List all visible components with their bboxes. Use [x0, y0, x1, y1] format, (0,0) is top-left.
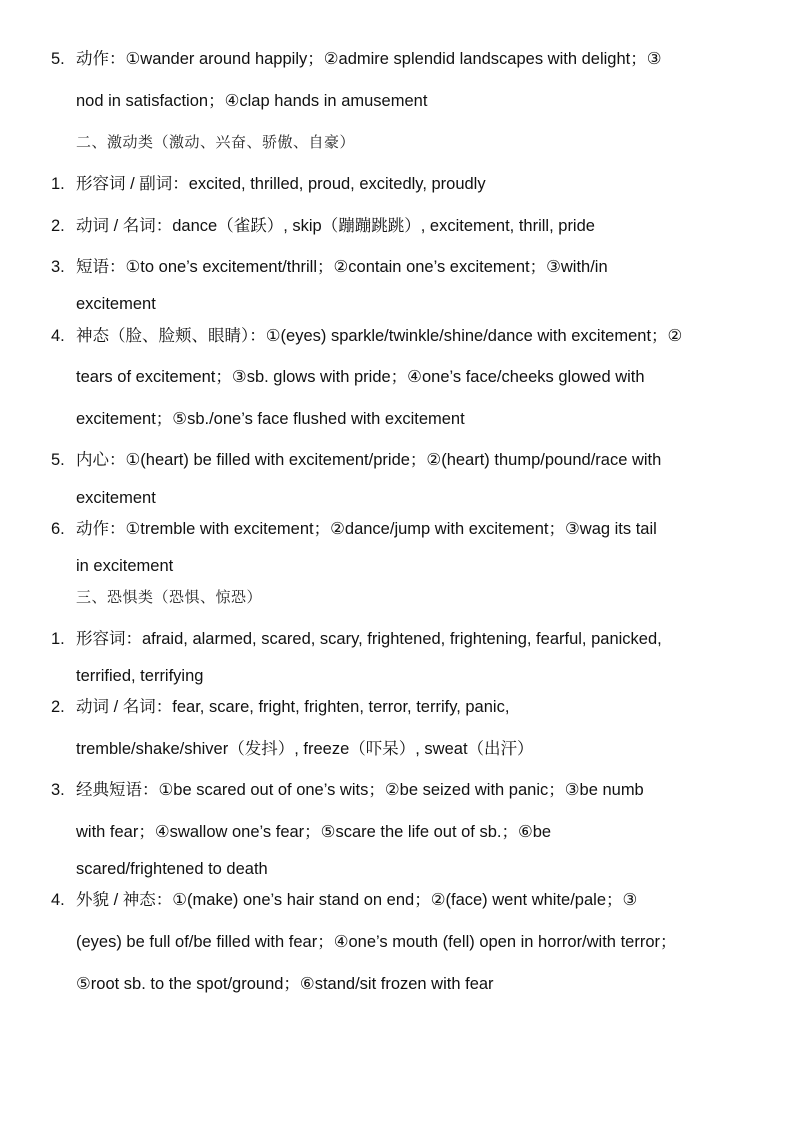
- item-text: 神态（脸、脸颊、眼睛）：①(eyes) sparkle/twinkle/shine/dance with excitement；②: [76, 327, 683, 345]
- item-text: nod in satisfaction；④clap hands in amusement: [76, 92, 428, 110]
- item-number: 1.: [51, 175, 65, 193]
- item-text: 形容词 / 副词：excited, thrilled, proud, excitedly, proudly: [76, 175, 486, 193]
- item-number: 3.: [51, 258, 65, 276]
- section-heading-text: 二、激动类（激动、兴奋、骄傲、自豪）: [76, 133, 356, 151]
- item-number: 4.: [51, 891, 65, 909]
- item-text: 形容词：afraid, alarmed, scared, scary, frightened, frightening, fearful, panicked,: [76, 630, 662, 648]
- item-text: 内心：①(heart) be filled with excitement/pride；②(heart) thump/pound/race with: [76, 451, 662, 469]
- item-number: 4.: [51, 327, 65, 345]
- item-text: 动词 / 名词：dance（雀跃）, skip（蹦蹦跳跳）, excitement, thrill, pride: [76, 217, 595, 235]
- item-text: 短语：①to one’s excitement/thrill；②contain one’s excitement；③with/in: [76, 258, 608, 276]
- item-number: 2.: [51, 698, 65, 716]
- item-text: tears of excitement；③sb. glows with pride；④one’s face/cheeks glowed with: [76, 368, 645, 386]
- item-text: terrified, terrifying: [76, 667, 204, 685]
- item-text: 动作：①wander around happily；②admire splendid landscapes with delight；③: [76, 50, 662, 68]
- item-text: excitement: [76, 489, 156, 507]
- item-text: 动作：①tremble with excitement；②dance/jump with excitement；③wag its tail: [76, 520, 657, 538]
- item-number: 6.: [51, 520, 65, 538]
- item-text: (eyes) be full of/be filled with fear；④one’s mouth (fell) open in horror/with terror；: [76, 933, 677, 951]
- item-number: 3.: [51, 781, 65, 799]
- item-text: 动词 / 名词：fear, scare, fright, frighten, terror, terrify, panic,: [76, 698, 510, 716]
- section-heading-text: 三、恐惧类（恐惧、惊恐）: [76, 588, 263, 606]
- item-number: 5.: [51, 451, 65, 469]
- item-number: 1.: [51, 630, 65, 648]
- item-text: scared/frightened to death: [76, 860, 268, 878]
- item-text: 外貌 / 神态：①(make) one’s hair stand on end；②(face) went white/pale；③: [76, 891, 638, 909]
- item-text: excitement: [76, 295, 156, 313]
- item-text: 经典短语：①be scared out of one’s wits；②be seized with panic；③be numb: [76, 781, 644, 799]
- item-text: in excitement: [76, 557, 174, 575]
- item-text: with fear；④swallow one’s fear；⑤scare the life out of sb.；⑥be: [76, 823, 552, 841]
- item-text: tremble/shake/shiver（发抖）, freeze（吓呆）, sweat（出汗）: [76, 740, 534, 758]
- item-number: 5.: [51, 50, 65, 68]
- item-text: excitement；⑤sb./one’s face flushed with excitement: [76, 410, 465, 428]
- item-text: ⑤root sb. to the spot/ground；⑥stand/sit frozen with fear: [76, 975, 494, 993]
- item-number: 2.: [51, 217, 65, 235]
